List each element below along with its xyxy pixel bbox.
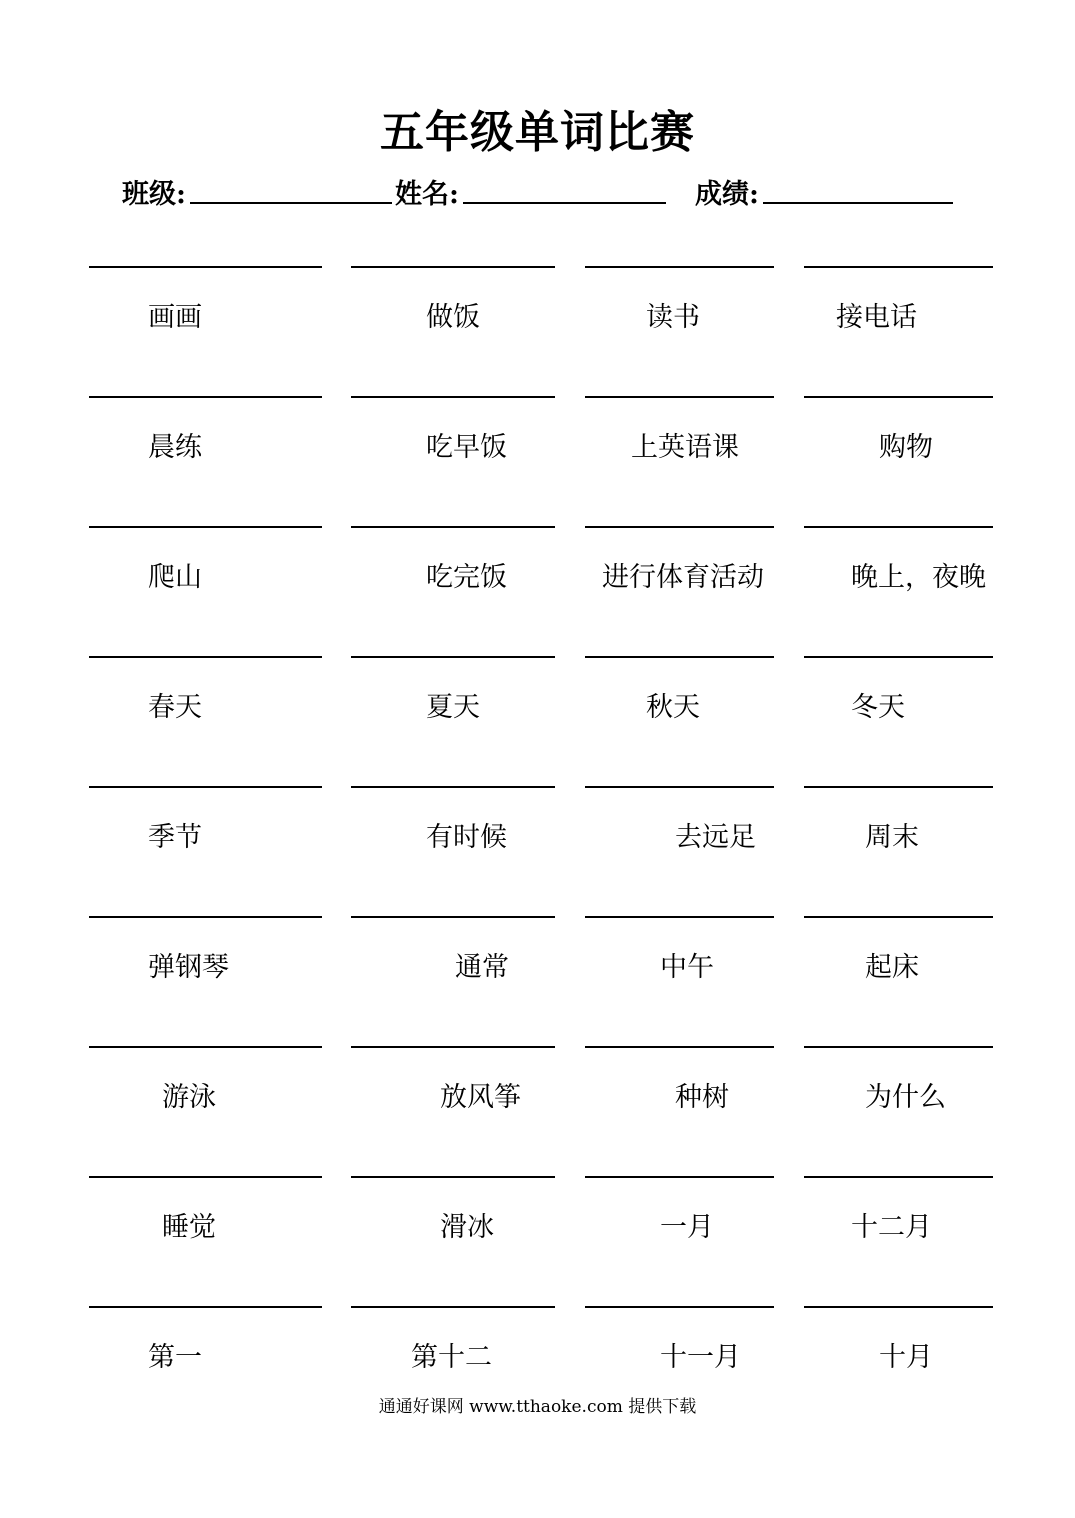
page-title: 五年级单词比赛 xyxy=(380,107,695,158)
vocab-word: 读书 xyxy=(646,302,700,333)
vocab-word: 一月 xyxy=(660,1212,714,1243)
answer-line[interactable] xyxy=(585,266,774,268)
vocab-word: 画画 xyxy=(148,302,202,333)
vocab-word: 有时候 xyxy=(426,822,507,853)
answer-line[interactable] xyxy=(585,786,774,788)
vocab-word: 接电话 xyxy=(836,302,917,333)
student-info-row xyxy=(0,172,1075,212)
vocab-word: 放风筝 xyxy=(440,1082,521,1113)
answer-line[interactable] xyxy=(351,1176,555,1178)
vocab-word: 秋天 xyxy=(646,692,700,723)
score-blank[interactable] xyxy=(763,202,953,204)
answer-line[interactable] xyxy=(89,656,322,658)
word-row xyxy=(0,656,1075,786)
vocab-word: 进行体育活动 xyxy=(602,562,764,593)
name-label: 姓名: xyxy=(395,179,459,210)
vocab-word: 晨练 xyxy=(148,432,202,463)
answer-line[interactable] xyxy=(585,1306,774,1308)
vocab-word: 种树 xyxy=(675,1082,729,1113)
word-row xyxy=(0,916,1075,1046)
answer-line[interactable] xyxy=(351,916,555,918)
answer-line[interactable] xyxy=(89,916,322,918)
vocab-word: 十一月 xyxy=(660,1342,741,1373)
vocab-word: 购物 xyxy=(879,432,933,463)
word-row xyxy=(0,266,1075,396)
answer-line[interactable] xyxy=(804,1306,993,1308)
answer-line[interactable] xyxy=(804,1046,993,1048)
vocab-word: 第十二 xyxy=(411,1342,492,1373)
vocab-word: 中午 xyxy=(660,952,714,983)
answer-line[interactable] xyxy=(804,916,993,918)
vocab-word: 冬天 xyxy=(851,692,905,723)
vocab-word: 起床 xyxy=(865,952,919,983)
word-row xyxy=(0,1176,1075,1306)
word-row xyxy=(0,396,1075,526)
answer-line[interactable] xyxy=(804,786,993,788)
vocab-word: 晚上，夜晚 xyxy=(851,562,986,593)
answer-line[interactable] xyxy=(351,1306,555,1308)
word-row xyxy=(0,526,1075,656)
name-blank[interactable] xyxy=(463,202,666,204)
answer-line[interactable] xyxy=(804,656,993,658)
vocab-word: 吃完饭 xyxy=(426,562,507,593)
answer-line[interactable] xyxy=(585,656,774,658)
vocab-word: 吃早饭 xyxy=(426,432,507,463)
vocab-word: 上英语课 xyxy=(631,432,739,463)
word-row xyxy=(0,786,1075,916)
class-label: 班级: xyxy=(122,179,186,210)
vocab-word: 为什么 xyxy=(865,1082,946,1113)
vocab-word: 做饭 xyxy=(426,302,480,333)
answer-line[interactable] xyxy=(351,266,555,268)
answer-line[interactable] xyxy=(804,266,993,268)
vocab-word: 季节 xyxy=(148,822,202,853)
class-blank[interactable] xyxy=(190,202,392,204)
answer-line[interactable] xyxy=(89,786,322,788)
answer-line[interactable] xyxy=(804,526,993,528)
answer-line[interactable] xyxy=(89,1176,322,1178)
answer-line[interactable] xyxy=(89,1046,322,1048)
vocab-word: 睡觉 xyxy=(162,1212,216,1243)
answer-line[interactable] xyxy=(585,526,774,528)
answer-line[interactable] xyxy=(351,656,555,658)
vocab-word: 滑冰 xyxy=(440,1212,494,1243)
vocab-word: 春天 xyxy=(148,692,202,723)
answer-line[interactable] xyxy=(89,396,322,398)
vocab-word: 通常 xyxy=(455,952,509,983)
answer-line[interactable] xyxy=(585,1176,774,1178)
answer-line[interactable] xyxy=(804,396,993,398)
answer-line[interactable] xyxy=(585,396,774,398)
answer-line[interactable] xyxy=(351,396,555,398)
vocab-word: 游泳 xyxy=(162,1082,216,1113)
vocab-word: 夏天 xyxy=(426,692,480,723)
answer-line[interactable] xyxy=(585,916,774,918)
vocab-word: 去远足 xyxy=(675,822,756,853)
footer-credit: 通通好课网 www.tthaoke.com 提供下载 xyxy=(378,1397,697,1417)
answer-line[interactable] xyxy=(351,1046,555,1048)
answer-line[interactable] xyxy=(89,526,322,528)
vocab-word: 周末 xyxy=(865,822,919,853)
vocab-word: 十二月 xyxy=(851,1212,932,1243)
score-label: 成绩: xyxy=(695,179,759,210)
vocab-word: 十月 xyxy=(879,1342,933,1373)
vocab-word: 弹钢琴 xyxy=(148,952,229,983)
answer-line[interactable] xyxy=(89,266,322,268)
vocab-word: 爬山 xyxy=(148,562,202,593)
answer-line[interactable] xyxy=(351,526,555,528)
answer-line[interactable] xyxy=(89,1306,322,1308)
answer-line[interactable] xyxy=(585,1046,774,1048)
vocab-word: 第一 xyxy=(148,1342,202,1373)
word-row xyxy=(0,1046,1075,1176)
answer-line[interactable] xyxy=(351,786,555,788)
answer-line[interactable] xyxy=(804,1176,993,1178)
